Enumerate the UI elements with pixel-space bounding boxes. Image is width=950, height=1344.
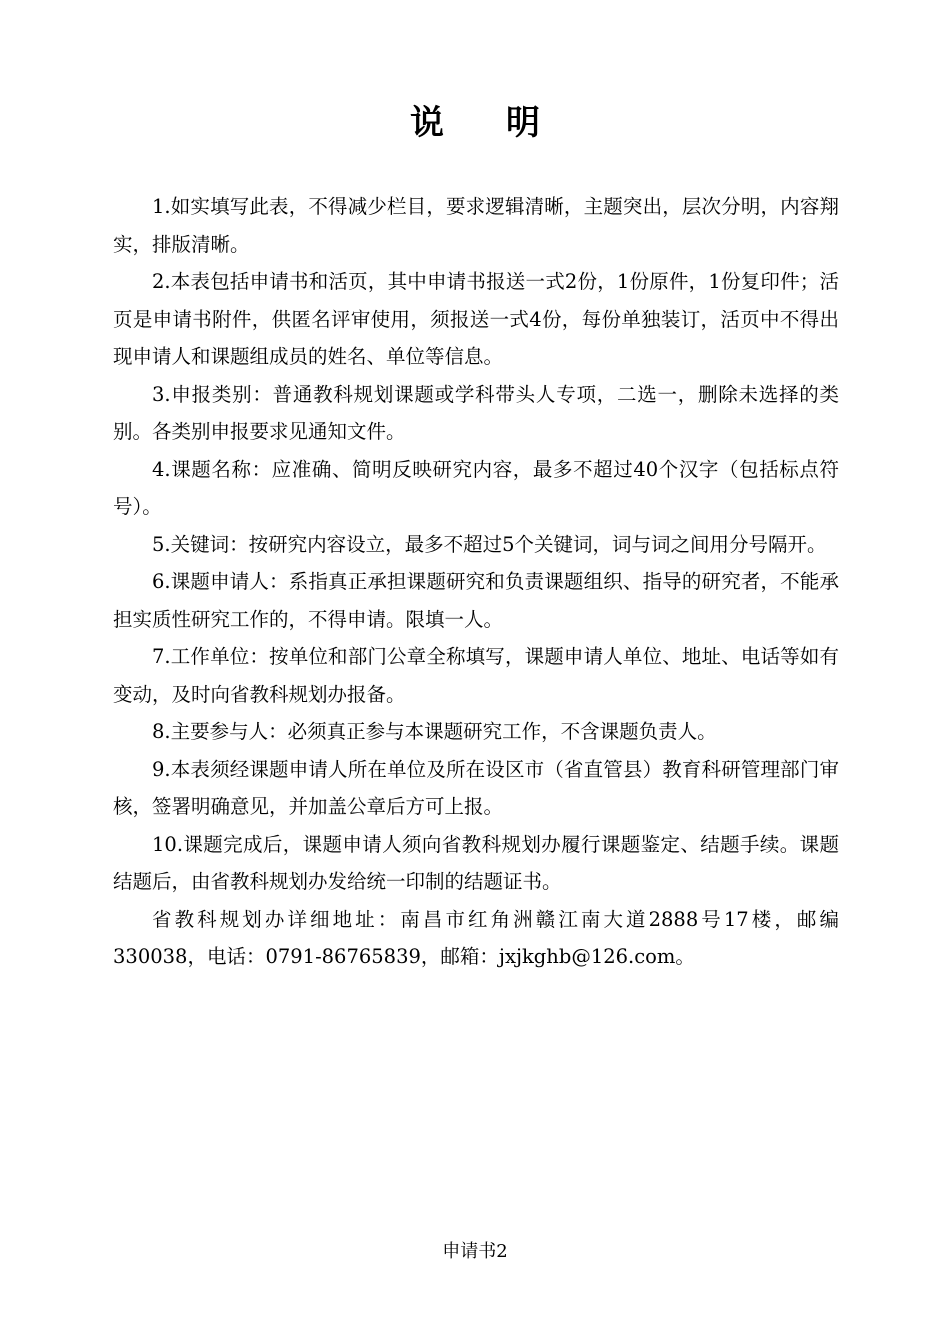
instructions-body	[113, 188, 839, 976]
instruction-paragraph-6: 6.课题申请人：系指真正承担课题研究和负责课题组织、指导的研究者，不能承担实质性研究工作的，不得申请。限填一人。	[113, 570, 839, 631]
instruction-paragraph-7: 7.工作单位：按单位和部门公章全称填写，课题申请人单位、地址、电话等如有变动，及时向省教科规划办报备。	[113, 645, 839, 706]
instruction-paragraph-8: 8.主要参与人：必须真正参与本课题研究工作，不含课题负责人。	[152, 720, 717, 743]
instruction-paragraph-3: 3.申报类别：普通教科规划课题或学科带头人专项，二选一，删除未选择的类别。各类别申报要求见通知文件。	[113, 382, 839, 443]
contact-address-paragraph: 省教科规划办详细地址：南昌市红角洲赣江南大道2888号17楼，邮编330038，电话：0791-86765839，邮箱：jxjkghb@126.com。	[113, 907, 839, 968]
instruction-paragraph-2: 2.本表包括申请书和活页，其中申请书报送一式2份，1份原件，1份复印件；活页是申请书附件，供匿名评审使用，须报送一式4份，每份单独装订，活页中不得出现申请人和课题组成员的姓名、单位等信息。	[113, 270, 839, 368]
page-title: 说明	[410, 103, 602, 143]
instruction-paragraph-10: 10.课题完成后，课题申请人须向省教科规划办履行课题鉴定、结题手续。课题结题后，由省教科规划办发给统一印制的结题证书。	[113, 832, 839, 893]
instruction-paragraph-1: 1.如实填写此表，不得减少栏目，要求逻辑清晰，主题突出，层次分明，内容翔实，排版清晰。	[113, 195, 839, 256]
instruction-paragraph-5: 5.关键词：按研究内容设立，最多不超过5个关键词，词与词之间用分号隔开。	[152, 532, 827, 556]
instruction-paragraph-9: 9.本表须经课题申请人所在单位及所在设区市（省直管县）教育科研管理部门审核，签署明确意见，并加盖公章后方可上报。	[113, 757, 839, 818]
instruction-paragraph-4: 4.课题名称：应准确、简明反映研究内容，最多不超过40个汉字（包括标点符号）。	[113, 457, 839, 518]
page-footer: 申请书2	[442, 1241, 508, 1262]
